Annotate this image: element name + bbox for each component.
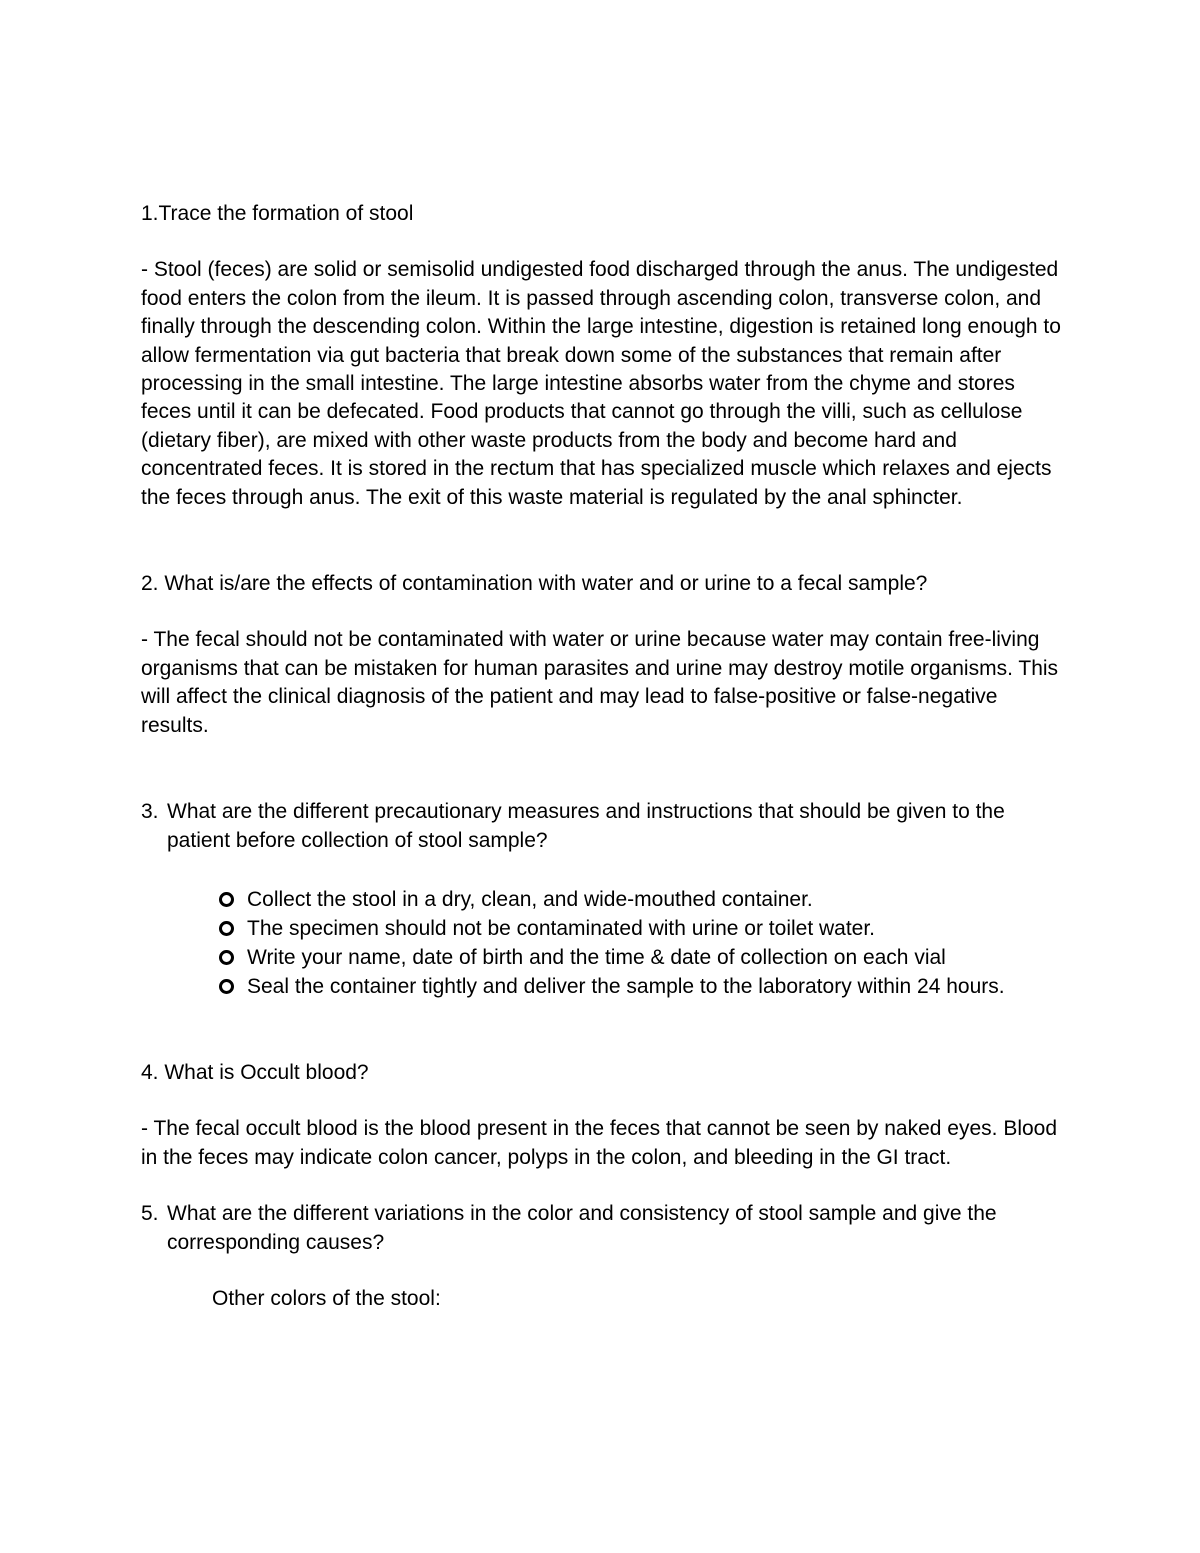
question-5 (141, 1200, 1061, 1257)
circle-bullet-icon (219, 892, 234, 907)
question-3 (141, 798, 1061, 855)
list-item: Write your name, date of birth and the time & date of collection on each vial (219, 943, 1061, 972)
circle-bullet-icon (219, 979, 234, 994)
list-item: Collect the stool in a dry, clean, and wide-mouthed container. (219, 885, 1061, 914)
document-body (141, 200, 1061, 1313)
question-4-answer: - The fecal occult blood is the blood present in the feces that cannot be seen by naked eyes. Blood in the feces may indicate colon cancer, polyps in the colon, and bleeding in the GI tract. (141, 1117, 1058, 1169)
circle-bullet-icon (219, 921, 234, 936)
list-item: Seal the container tightly and deliver the sample to the laboratory within 24 hours. (219, 972, 1061, 1001)
circle-bullet-icon (219, 950, 234, 965)
question-2-answer: - The fecal should not be contaminated with water or urine because water may contain free-living organisms that can be mistaken for human parasites and urine may destroy motile organisms. This will affect the clinical diagnosis of the patient and may lead to false-positive or false-negative results. (141, 628, 1059, 737)
question-1-title: 1.Trace the formation of stool (141, 202, 414, 225)
question-5-number: 5. (141, 1202, 159, 1226)
question-3-title: What are the different precautionary measures and instructions that should be given to the patient before collection of stool sample? (167, 800, 1005, 852)
precaution-list (141, 885, 1061, 1001)
question-1-answer: - Stool (feces) are solid or semisolid undigested food discharged through the anus. The undigested food enters the colon from the ileum. It is passed through ascending colon, transverse colon, and finally through the descending colon. Within the large intestine, digestion is retained long enough to allow fermentation via gut bacteria that break down some of the substances that remain after processing in the small intestine. The large intestine absorbs water from the chyme and stores feces until it can be defecated. Food products that cannot go through the villi, such as cellulose (dietary fiber), are mixed with other waste products from the body and become hard and concentrated feces. It is stored in the rectum that has specialized muscle which relaxes and ejects the feces through anus. The exit of this waste material is regulated by the anal sphincter. (141, 258, 1061, 509)
question-4-title: 4. What is Occult blood? (141, 1060, 369, 1084)
list-item: The specimen should not be contaminated with urine or toilet water. (219, 914, 1061, 943)
question-3-number: 3. (141, 800, 159, 824)
question-2-title: 2. What is/are the effects of contamination with water and or urine to a fecal sample? (141, 572, 928, 596)
question-5-subheading: Other colors of the stool: (212, 1286, 441, 1310)
question-5-title: What are the different variations in the color and consistency of stool sample and give the corresponding causes? (167, 1202, 997, 1254)
